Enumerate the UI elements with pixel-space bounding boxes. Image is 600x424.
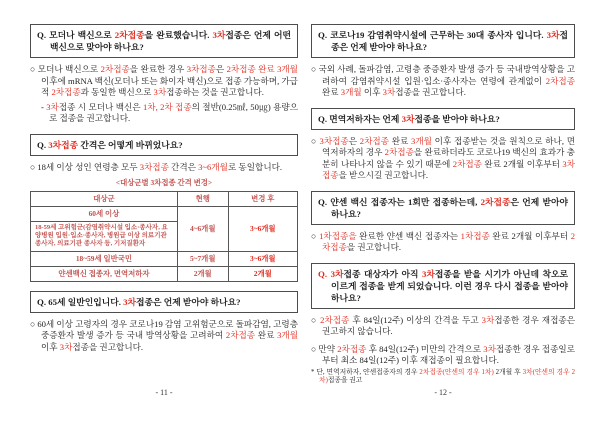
text-segment: 3차 xyxy=(59,341,73,352)
text-segment: 이후에 mRNA 백신(모더나 또는 화이자 백신)으로 접종 가능하며, 가급적 xyxy=(41,75,298,97)
question-text xyxy=(318,268,568,304)
table-cell: 2개월 xyxy=(177,266,228,281)
question-janssen xyxy=(311,191,575,225)
text-segment: Q. xyxy=(37,139,49,150)
table-cell: 2개월 xyxy=(228,266,297,281)
text-segment: 1차접종을 xyxy=(319,230,357,241)
table-cell: 18~59세 일반국민 xyxy=(31,251,178,266)
text-segment: 3개월 xyxy=(340,87,362,97)
text-segment: 접종은 언제 받아야 하나요? xyxy=(331,30,568,52)
text-segment: Q. xyxy=(37,30,50,40)
footnote-exception xyxy=(311,369,575,386)
text-segment: 2차접종 xyxy=(384,147,414,157)
text-segment: 3차 xyxy=(123,296,137,307)
table-cell: 5~7개월 xyxy=(177,251,228,266)
table-row xyxy=(31,251,298,266)
text-segment: 3차 xyxy=(483,343,496,354)
text-segment: ○ xyxy=(311,314,321,325)
table-cell: 얀센백신 접종자, 면역저하자 xyxy=(31,266,178,281)
text-segment: Q. xyxy=(318,268,331,279)
question-early-shot xyxy=(311,263,575,309)
text-segment: 완료 xyxy=(255,330,278,341)
question-immunocompromised xyxy=(311,108,575,130)
text-segment: 접종 대상자가 아직 xyxy=(343,268,423,279)
text-segment: 3차 xyxy=(153,87,167,97)
text-segment: 3~6개월 xyxy=(198,161,228,172)
question-age-65 xyxy=(30,291,298,313)
answer-age-65 xyxy=(30,319,298,354)
text-segment: 로 동일합니다. xyxy=(227,161,283,172)
text-segment: 후 84일(12주) 이상의 간격을 두고 xyxy=(349,314,482,325)
text-segment: 후 84일(12주) 미만의 간격으로 xyxy=(366,343,484,354)
question-text xyxy=(37,29,291,53)
text-segment: Q. 65세 일반인입니다. xyxy=(37,296,124,307)
text-segment: 3차 xyxy=(481,314,495,325)
text-segment: 완료한 얀센 백신 접종자는 xyxy=(356,230,461,241)
text-segment: 2차접종 xyxy=(545,75,575,86)
text-segment: 3차 xyxy=(46,101,59,112)
text-segment: 은 xyxy=(348,135,360,146)
page-number-right: - 12 - xyxy=(434,388,452,397)
text-segment: 을 권고합니다. xyxy=(346,242,402,252)
table-cell: 18-59세 고위험군(감염취약시설 입소·종사자, 요양병원 입원·입소·종사자, 병원급 이상 의료기관 종사자, 의료기관 종사자 등, 기저질환자 xyxy=(31,221,178,251)
text-segment: 간격은 xyxy=(168,161,199,172)
page-number-left: - 11 - xyxy=(155,388,173,397)
answer-early-shot-1 xyxy=(311,315,575,338)
text-segment: 1차접종 xyxy=(460,230,490,241)
text-segment: 3차접종 xyxy=(319,135,349,146)
text-segment: 3개월 xyxy=(277,330,298,341)
text-segment: 을 완료한 경우 xyxy=(129,64,187,74)
table-caption: <대상군별 3차접종 간격 변경> xyxy=(115,178,213,187)
question-text xyxy=(318,113,568,125)
text-segment: 2차접종 xyxy=(114,30,145,40)
text-segment: 2차접종 xyxy=(51,87,81,97)
question-text xyxy=(318,29,568,53)
text-segment: 3차 xyxy=(401,113,415,124)
text-segment: 을 완료하더라도 코로나19 백신의 효과가 충분히 나타나지 않을 수 있기 때문에 xyxy=(322,147,575,169)
text-segment: 3차접종 xyxy=(48,139,79,150)
text-segment: 3차접종 xyxy=(186,64,216,74)
text-segment: Q. 코로나19 감염취약시설에 근무하는 30대 종사자 입니다. xyxy=(318,30,547,40)
answer-facility-worker xyxy=(311,64,575,99)
answer-interval-change xyxy=(30,162,298,174)
text-segment: 3차(얀센의 경우 2차) xyxy=(319,368,575,384)
text-segment: 3차 xyxy=(382,87,396,97)
text-segment: 의 절반(0.25㎖, 50㎍) 용량으로 접종을 권고합니다. xyxy=(49,101,299,123)
text-segment: 완료 2개월 이후부터 xyxy=(489,230,571,241)
text-segment: 접종한 경우 접종일로부터 최소 84일(12주) 이후 재접종이 필요합니다. xyxy=(322,343,575,365)
table-cell: 60세 이상 xyxy=(31,206,178,221)
text-segment: 3차 xyxy=(330,268,344,279)
text-segment: 3차 xyxy=(212,30,226,40)
text-segment: 2차접종 xyxy=(480,196,511,207)
text-segment: 3차 xyxy=(422,268,435,279)
text-segment: 과 동일한 백신으로 xyxy=(80,87,154,97)
text-segment: 접종을 권고 xyxy=(327,377,363,384)
text-segment: 접종은 언제 받아야 하나요? xyxy=(136,296,241,307)
question-facility-worker xyxy=(311,24,575,58)
text-segment: 2개월 후 xyxy=(493,368,523,376)
table-header: 대상군 xyxy=(31,192,178,207)
table-row xyxy=(31,266,298,281)
text-segment: 2차접종 xyxy=(225,330,256,341)
text-segment: - xyxy=(41,101,47,112)
text-segment: 2차접종 xyxy=(359,135,389,146)
answer-moderna-half-dose xyxy=(41,102,298,125)
text-segment: 완료 xyxy=(322,87,341,97)
text-segment: ○ 만약 xyxy=(311,343,338,354)
text-segment: 2차접종 xyxy=(337,343,367,354)
question-moderna-2nd-done xyxy=(30,24,298,58)
text-segment: 접종을 받을 시기가 아닌데 착오로 이르게 접종을 받게 되었습니다. 이런 경우 다시 접종을 받아야 하나요? xyxy=(331,268,568,303)
text-segment: 이후 접종받는 것을 원칙으로 하나, 면역저하자의 경우 xyxy=(322,135,576,157)
text-segment: 완료 xyxy=(388,135,412,146)
table-cell: 3~6개월 xyxy=(228,206,297,251)
document-page-right xyxy=(311,24,575,386)
text-segment: 2차접종 xyxy=(100,64,130,74)
text-segment: 이후 xyxy=(41,341,60,352)
text-segment: 3차접종 xyxy=(139,161,169,172)
text-segment: ○ 60세 이상 고령자의 경우 코로나19 감염 고위험군으로 돌파감염, 고령층 중증환자 발생 증가 등 국내 방역상황을 고려하여 xyxy=(30,318,299,341)
text-segment: 이후 xyxy=(361,87,383,97)
answer-janssen xyxy=(311,231,575,254)
interval-change-table xyxy=(30,191,298,282)
text-segment: 3개월 xyxy=(411,135,432,146)
text-segment: 접종하는 것을 권고합니다. xyxy=(166,87,264,97)
text-segment: Q. 얀센 백신 접종자는 1회만 접종하는데, xyxy=(318,196,481,207)
table-row xyxy=(31,206,298,221)
question-text xyxy=(37,296,291,308)
text-segment: 모더나 백신으로 xyxy=(49,30,115,40)
answer-immunocompromised xyxy=(311,136,575,182)
text-segment: ○ 18세 이상 성인 연령층 모두 xyxy=(30,161,140,172)
question-text xyxy=(37,139,291,151)
text-segment: 은 언제 받아야 하나요? xyxy=(331,196,568,219)
text-segment: 완료 2개월 이후부터 xyxy=(481,158,563,169)
text-segment: ○ 모더나 백신으로 xyxy=(30,64,101,74)
text-segment: 을 완료했습니다. xyxy=(144,30,213,40)
text-segment: Q. 면역저하자는 언제 xyxy=(318,113,402,124)
document-page-left xyxy=(30,24,298,353)
answer-moderna-2nd-done xyxy=(30,64,298,99)
text-segment: 2차접종 xyxy=(452,158,482,169)
text-segment: 접종은 언제 어떤 백신으로 맞아야 하나요? xyxy=(50,30,291,52)
text-segment: 2차접종(얀센의 경우 1차) xyxy=(419,368,494,376)
text-segment: 1차, 2차 접종 xyxy=(142,101,192,112)
text-segment: 접종을 받아야 하나요? xyxy=(414,113,500,124)
question-interval-change xyxy=(30,134,298,156)
text-segment: 2차접종 xyxy=(322,230,575,252)
table-header: 현행 xyxy=(177,192,228,207)
text-segment: 2차접종 완료 3개월 xyxy=(226,64,298,74)
text-segment: 을 받으시길 권고합니다. xyxy=(338,170,429,180)
question-text xyxy=(318,196,568,220)
text-segment: ○ 국외 사례, 돌파감염, 고령층 중증환자 발생 증가 등 국내방역상황을 고려하여 감염취약시설 입원·입소·종사자는 연령에 관계없이 xyxy=(311,64,575,86)
text-segment: 접종 시 모더나 백신은 xyxy=(58,101,143,112)
text-segment: * 단, 면역저하자, 얀센접종자의 경우 xyxy=(311,368,420,376)
text-segment: 은 xyxy=(215,64,227,74)
text-segment: ○ xyxy=(311,230,320,241)
text-segment: 3차접종 xyxy=(322,158,575,180)
text-segment: ○ xyxy=(311,135,320,146)
text-segment: 간격은 어떻게 바뀌었나요? xyxy=(78,139,183,150)
table-header: 변경 후 xyxy=(228,192,297,207)
table-cell: 4~6개월 xyxy=(177,206,228,251)
text-segment: 접종한 경우 재접종은 권고하지 않습니다. xyxy=(322,314,576,336)
table-cell: 3~6개월 xyxy=(228,251,297,266)
answer-early-shot-2 xyxy=(311,344,575,367)
text-segment: 접종을 권고합니다. xyxy=(395,87,466,97)
text-segment: 2차접종 xyxy=(320,314,350,325)
text-segment: 접종을 권고합니다. xyxy=(72,341,144,352)
text-segment: 3차 xyxy=(546,30,560,40)
